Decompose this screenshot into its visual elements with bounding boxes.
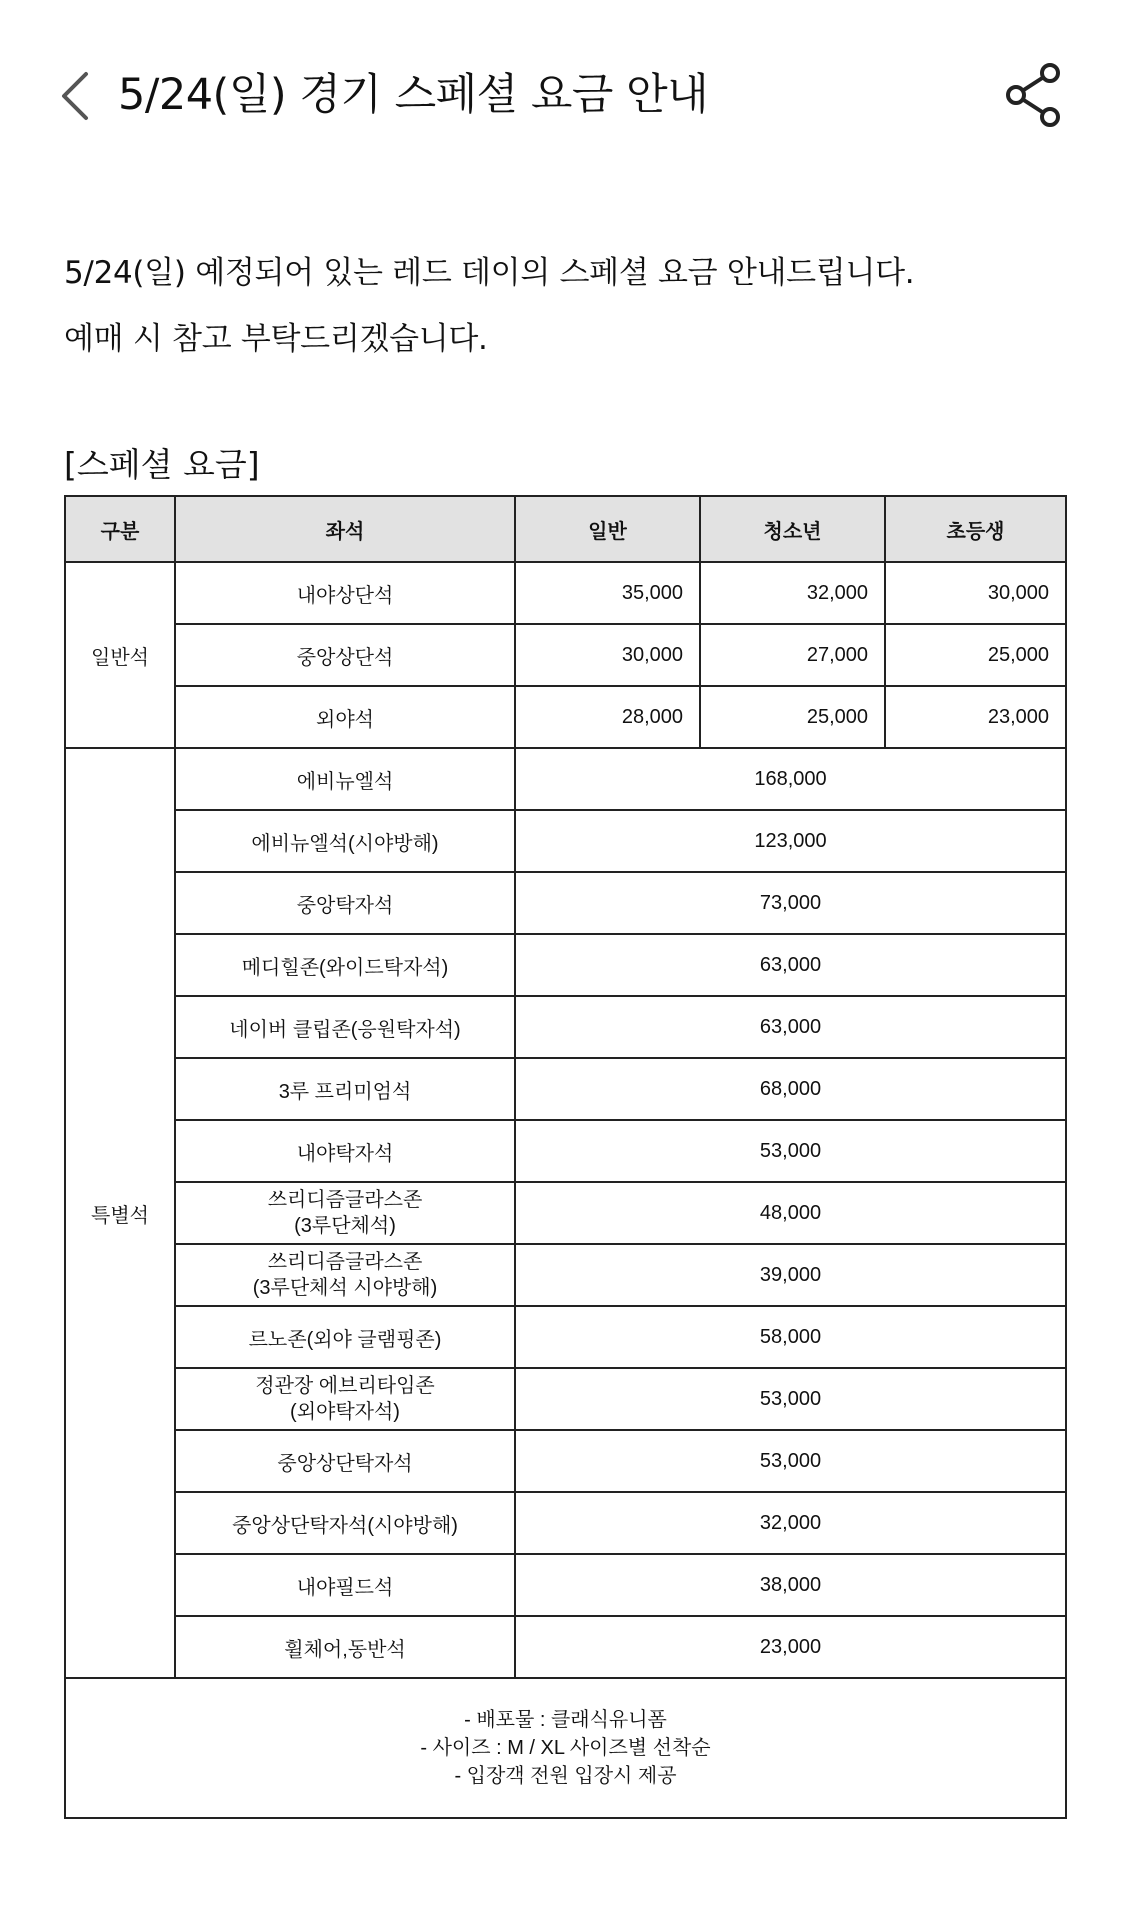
chevron-left-icon	[56, 68, 96, 124]
table-row	[65, 1616, 1066, 1678]
price-youth: 25,000	[700, 686, 885, 748]
header-adult: 일반	[515, 496, 700, 562]
seat-name-line-2: (3루단체석 시야방해)	[252, 1277, 438, 1299]
price-youth: 27,000	[700, 624, 885, 686]
price: 53,000	[515, 1120, 1066, 1182]
price: 58,000	[515, 1306, 1066, 1368]
table-row	[65, 624, 1066, 686]
seat-name: 르노존(외야 글램핑존)	[175, 1306, 515, 1368]
intro-line-2: 예매 시 참고 부탁드리겠습니다.	[64, 321, 488, 357]
fare-table	[64, 495, 1067, 1819]
price-adult: 28,000	[515, 686, 700, 748]
price: 63,000	[515, 934, 1066, 996]
seat-name	[175, 1182, 515, 1244]
table-row	[65, 1182, 1066, 1244]
price: 73,000	[515, 872, 1066, 934]
seat-name-line-2: (3루단체석)	[294, 1215, 396, 1237]
price-youth: 32,000	[700, 562, 885, 624]
seat-name-line-1: 쓰리디즘글라스존	[267, 1189, 423, 1211]
table-row	[65, 1554, 1066, 1616]
section-title: [스페셜 요금]	[64, 445, 260, 484]
notes-cell	[65, 1678, 1066, 1818]
table-row	[65, 562, 1066, 624]
seat-name: 외야석	[175, 686, 515, 748]
seat-name: 에비뉴엘석	[175, 748, 515, 810]
price: 38,000	[515, 1554, 1066, 1616]
seat-name: 휠체어,동반석	[175, 1616, 515, 1678]
table-row	[65, 872, 1066, 934]
app-header	[0, 0, 1127, 190]
table-row	[65, 1430, 1066, 1492]
intro-line-1: 5/24(일) 예정되어 있는 레드 데이의 스페셜 요금 안내드립니다.	[64, 255, 915, 291]
table-row	[65, 1120, 1066, 1182]
note-line: - 배포물 : 클래식유니폼	[464, 1709, 667, 1731]
table-row	[65, 810, 1066, 872]
header-category: 구분	[65, 496, 175, 562]
note-line: - 사이즈 : M / XL 사이즈별 선착순	[420, 1737, 711, 1759]
seat-name: 중앙상단석	[175, 624, 515, 686]
table-header-row	[65, 496, 1066, 562]
seat-name: 중앙상단탁자석(시야방해)	[175, 1492, 515, 1554]
table-row	[65, 996, 1066, 1058]
price: 123,000	[515, 810, 1066, 872]
price: 53,000	[515, 1430, 1066, 1492]
back-button[interactable]	[56, 68, 96, 124]
notes-row	[65, 1678, 1066, 1818]
price: 168,000	[515, 748, 1066, 810]
price-child: 30,000	[885, 562, 1066, 624]
price-adult: 35,000	[515, 562, 700, 624]
table-row	[65, 1368, 1066, 1430]
price: 39,000	[515, 1244, 1066, 1306]
price: 68,000	[515, 1058, 1066, 1120]
table-row	[65, 1244, 1066, 1306]
seat-name: 3루 프리미엄석	[175, 1058, 515, 1120]
table-row	[65, 686, 1066, 748]
share-icon	[1000, 60, 1066, 130]
page-title: 5/24(일) 경기 스페셜 요금 안내	[118, 70, 709, 120]
header-youth: 청소년	[700, 496, 885, 562]
table-row	[65, 1058, 1066, 1120]
intro-text	[64, 240, 914, 372]
price: 23,000	[515, 1616, 1066, 1678]
seat-name: 내야탁자석	[175, 1120, 515, 1182]
price-child: 25,000	[885, 624, 1066, 686]
table-row	[65, 934, 1066, 996]
seat-name	[175, 1368, 515, 1430]
header-child: 초등생	[885, 496, 1066, 562]
price-child: 23,000	[885, 686, 1066, 748]
seat-name: 중앙탁자석	[175, 872, 515, 934]
seat-name-line-1: 쓰리디즘글라스존	[267, 1251, 423, 1273]
seat-name	[175, 1244, 515, 1306]
category-special: 특별석	[65, 748, 175, 1678]
price: 63,000	[515, 996, 1066, 1058]
table-row	[65, 1306, 1066, 1368]
table-row	[65, 1492, 1066, 1554]
seat-name: 중앙상단탁자석	[175, 1430, 515, 1492]
seat-name: 내야상단석	[175, 562, 515, 624]
seat-name: 에비뉴엘석(시야방해)	[175, 810, 515, 872]
table-row	[65, 748, 1066, 810]
seat-name-line-2: (외야탁자석)	[290, 1401, 400, 1423]
price: 53,000	[515, 1368, 1066, 1430]
price-adult: 30,000	[515, 624, 700, 686]
price: 48,000	[515, 1182, 1066, 1244]
seat-name-line-1: 정관장 에브리타임존	[255, 1375, 435, 1397]
header-seat: 좌석	[175, 496, 515, 562]
note-line: - 입장객 전원 입장시 제공	[454, 1765, 677, 1787]
seat-name: 네이버 클립존(응원탁자석)	[175, 996, 515, 1058]
category-general: 일반석	[65, 562, 175, 748]
seat-name: 메디힐존(와이드탁자석)	[175, 934, 515, 996]
share-button[interactable]	[1000, 60, 1066, 130]
seat-name: 내야필드석	[175, 1554, 515, 1616]
price: 32,000	[515, 1492, 1066, 1554]
